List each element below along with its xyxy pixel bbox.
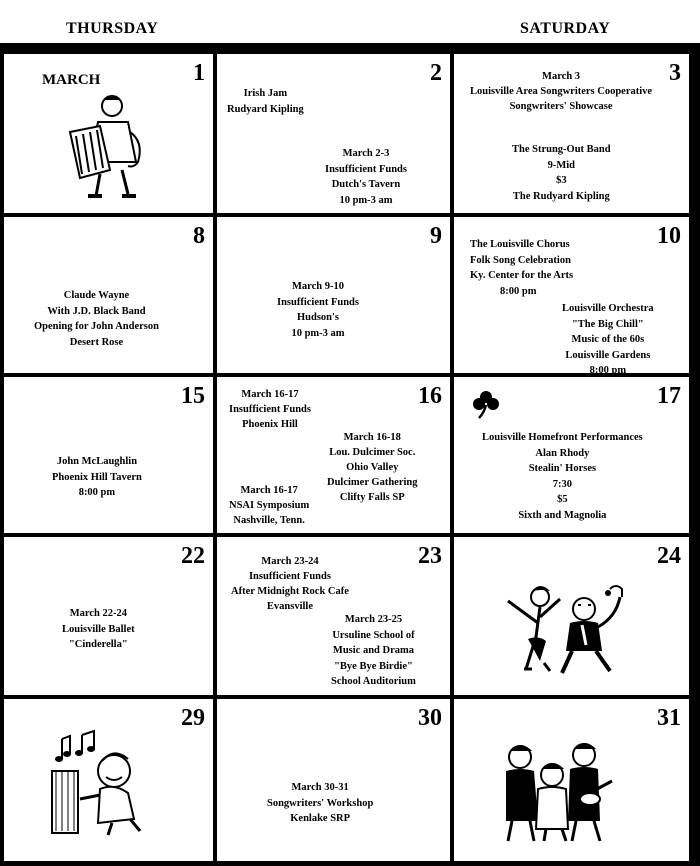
cell-day-9 [217,217,450,373]
cell-day-23 [217,537,450,695]
header-thursday: THURSDAY [66,20,159,37]
cell-day-8 [4,217,213,373]
cell-day-22 [4,537,213,695]
cell-day-30 [217,699,450,861]
day-number: 2 [430,60,442,86]
header-saturday: SATURDAY [520,20,611,37]
event-louisville-chorus: The Louisville Chorus Folk Song Celebration Ky. Center for the Arts 8:00 pm [470,239,574,297]
event-songwriters-workshop: March 30-31 Songwriters' Workshop Kenlake SRP [267,782,374,824]
cell-day-31 [454,699,689,861]
month-label: MARCH [42,72,101,88]
day-number: 24 [657,543,681,569]
day-number: 31 [657,705,681,731]
dancing-couple-icon [492,579,632,679]
day-number: 23 [418,543,442,569]
event-claude-wayne: Claude Wayne With J.D. Black Band Opening for John Anderson Desert Rose [34,290,159,348]
event-songwriters-showcase: March 3 Louisville Area Songwriters Cooperative Songwriters' Showcase [470,71,653,112]
event-john-mclaughlin: John McLaughlin Phoenix Hill Tavern 8:00 pm [52,456,142,498]
event-louisville-ballet: March 22-24 Louisville Ballet "Cinderella" [62,608,135,650]
boy-piano-icon [42,729,162,839]
event-nsai-symposium: March 16-17 NSAI Symposium Nashville, Tenn. [229,485,310,526]
event-insufficient-funds-hudsons: March 9-10 Insufficient Funds Hudson's 10 pm-3 am [277,281,359,339]
cell-day-16 [217,377,450,533]
event-bye-bye-birdie: March 23-25 Ursuline School of Music and Drama "Bye Bye Birdie" School Auditorium [331,614,416,687]
day-number: 30 [418,705,442,731]
shamrock-icon [472,389,500,419]
day-number: 15 [181,383,205,409]
cell-day-10 [454,217,689,376]
event-phoenix-hill: March 16-17 Insufficient Funds Phoenix Hill [229,389,311,430]
day-number: 3 [669,60,681,86]
event-irish-jam: Irish Jam Rudyard Kipling [227,88,304,115]
event-strung-out-band: The Strung-Out Band 9-Mid $3 The Rudyard Kipling [512,144,611,202]
event-insufficient-funds: March 2-3 Insufficient Funds Dutch's Tavern 10 pm-3 am [325,148,407,206]
day-number: 10 [657,223,681,249]
accordion-player-icon [50,92,160,202]
cell-day-1 [4,54,213,213]
day-number: 8 [193,223,205,249]
day-number: 29 [181,705,205,731]
cell-day-3 [454,54,689,213]
musicians-group-icon [490,735,620,845]
calendar-grid [0,43,700,866]
event-louisville-orchestra: Louisville Orchestra "The Big Chill" Music of the 60s Louisville Gardens 8:00 pm [562,303,654,376]
event-dulcimer-gathering: March 16-18 Lou. Dulcimer Soc. Ohio Valley Dulcimer Gathering Clifty Falls SP [327,432,418,503]
day-number: 22 [181,543,205,569]
event-homefront-performances: Louisville Homefront Performances Alan Rhody Stealin' Horses 7:30 $5 Sixth and Magnolia [482,432,643,521]
day-number: 9 [430,223,442,249]
day-number: 1 [193,60,205,86]
event-after-midnight-rock-cafe: March 23-24 Insufficient Funds After Midnight Rock Cafe Evansville [231,556,349,612]
cell-day-15 [4,377,213,533]
day-number: 17 [657,383,681,409]
cell-day-2 [217,54,450,213]
day-number: 16 [418,383,442,409]
cell-day-17 [454,377,689,533]
cell-day-29 [4,699,213,861]
cell-day-24 [454,537,689,695]
